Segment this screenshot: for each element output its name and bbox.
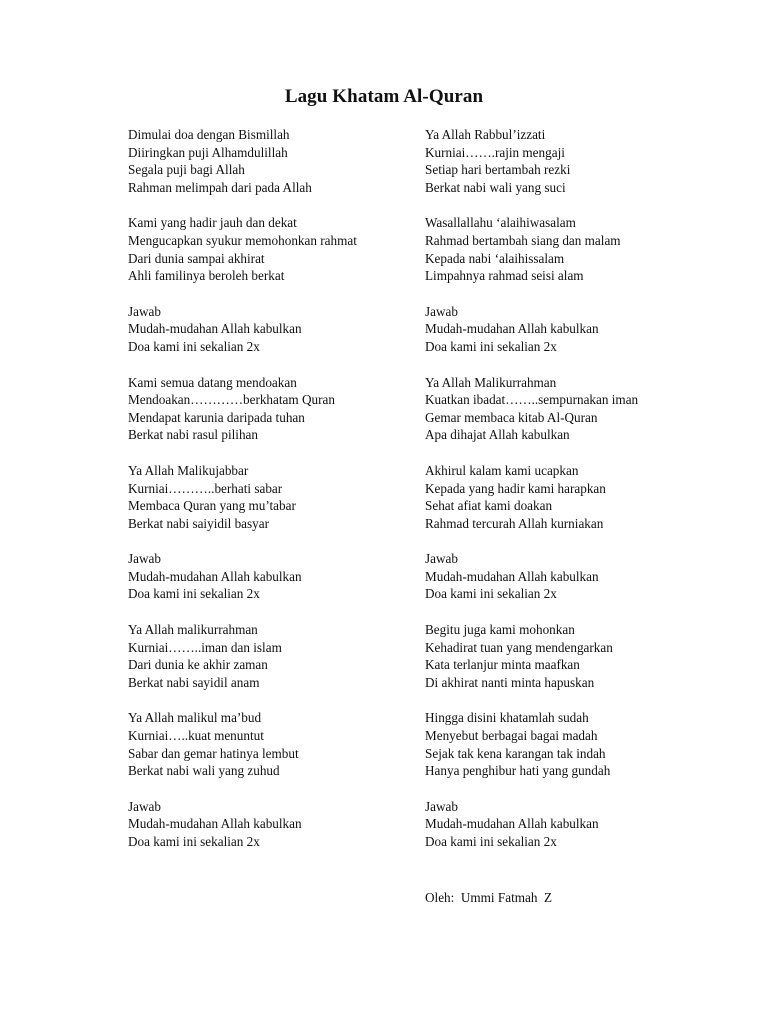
stanza bbox=[425, 126, 725, 196]
lyric-line: Berkat nabi sayidil anam bbox=[128, 674, 260, 690]
stanza bbox=[128, 798, 408, 851]
stanza bbox=[425, 798, 725, 851]
left-column bbox=[128, 126, 408, 869]
stanza bbox=[128, 709, 408, 779]
stanza bbox=[128, 214, 408, 284]
lyric-line: Begitu juga kami mohonkan bbox=[425, 622, 575, 638]
lyric-line: Sejak tak kena karangan tak indah bbox=[425, 745, 606, 761]
stanza bbox=[128, 621, 408, 691]
lyric-line: Ahli familinya beroleh berkat bbox=[128, 268, 285, 284]
lyric-line: Rahman melimpah dari pada Allah bbox=[128, 179, 312, 195]
stanza bbox=[128, 462, 408, 532]
document-title: Lagu Khatam Al-Quran bbox=[284, 86, 484, 107]
lyric-line: Di akhirat nanti minta hapuskan bbox=[425, 674, 595, 690]
lyric-line: Doa kami ini sekalian 2x bbox=[128, 586, 260, 602]
lyric-line: Mendoakan…………berkhatam Quran bbox=[128, 392, 335, 408]
lyric-line: Ya Allah Malikurrahman bbox=[425, 374, 557, 390]
lyric-line: Kehadirat tuan yang mendengarkan bbox=[425, 639, 613, 655]
lyric-line: Berkat nabi wali yang zuhud bbox=[128, 763, 280, 779]
lyric-line: Setiap hari bertambah rezki bbox=[425, 162, 571, 178]
lyric-line: Mendapat karunia daripada tuhan bbox=[128, 409, 305, 425]
lyric-line: Kami yang hadir jauh dan dekat bbox=[128, 215, 297, 231]
stanza bbox=[425, 214, 725, 284]
lyric-line: Kurniai……..iman dan islam bbox=[128, 639, 282, 655]
lyric-line: Berkat nabi wali yang suci bbox=[425, 179, 566, 195]
lyric-line: Jawab bbox=[425, 303, 458, 319]
lyric-line: Berkat nabi rasul pilihan bbox=[128, 427, 259, 443]
lyric-line: Mudah-mudahan Allah kabulkan bbox=[425, 321, 599, 337]
lyric-line: Kata terlanjur minta maafkan bbox=[425, 657, 580, 673]
lyric-line: Rahmad bertambah siang dan malam bbox=[425, 232, 621, 248]
lyric-line: Doa kami ini sekalian 2x bbox=[128, 338, 260, 354]
lyric-line: Ya Allah malikurrahman bbox=[128, 622, 258, 638]
stanza bbox=[425, 303, 725, 356]
stanza bbox=[128, 126, 408, 196]
lyric-line: Dari dunia ke akhir zaman bbox=[128, 657, 268, 673]
lyric-line: Sehat afiat kami doakan bbox=[425, 498, 553, 514]
lyric-line: Berkat nabi saiyidil basyar bbox=[128, 515, 269, 531]
lyric-line: Kepada yang hadir kami harapkan bbox=[425, 480, 606, 496]
lyric-line: Ya Allah malikul ma’bud bbox=[128, 710, 262, 726]
lyric-line: Kurniai…..kuat menuntut bbox=[128, 728, 264, 744]
lyric-line: Dari dunia sampai akhirat bbox=[128, 250, 265, 266]
lyric-line: Mengucapkan syukur memohonkan rahmat bbox=[128, 232, 357, 248]
lyric-line: Kuatkan ibadat……..sempurnakan iman bbox=[425, 392, 639, 408]
lyric-line: Limpahnya rahmad seisi alam bbox=[425, 268, 584, 284]
lyric-line: Ya Allah Rabbul’izzati bbox=[425, 127, 546, 142]
lyric-line: Mudah-mudahan Allah kabulkan bbox=[425, 568, 599, 584]
lyric-line: Hanya penghibur hati yang gundah bbox=[425, 763, 611, 779]
lyric-line: Mudah-mudahan Allah kabulkan bbox=[128, 321, 302, 337]
lyric-line: Mudah-mudahan Allah kabulkan bbox=[128, 568, 302, 584]
stanza bbox=[425, 550, 725, 603]
stanza bbox=[128, 303, 408, 356]
lyric-line: Jawab bbox=[128, 798, 161, 814]
author-credit: Oleh: Ummi Fatmah Z bbox=[425, 890, 553, 905]
lyric-line: Jawab bbox=[128, 303, 161, 319]
lyric-line: Kurniai………..berhati sabar bbox=[128, 480, 283, 496]
stanza bbox=[425, 709, 725, 779]
stanza bbox=[425, 462, 725, 532]
lyric-line: Doa kami ini sekalian 2x bbox=[425, 338, 557, 354]
lyric-line: Jawab bbox=[425, 551, 458, 567]
lyric-line: Jawab bbox=[425, 798, 458, 814]
lyric-line: Mudah-mudahan Allah kabulkan bbox=[425, 816, 599, 832]
lyric-line: Ya Allah Malikujabbar bbox=[128, 462, 249, 478]
stanza bbox=[128, 550, 408, 603]
lyric-line: Akhirul kalam kami ucapkan bbox=[425, 462, 579, 478]
lyric-line: Dimulai doa dengan Bismillah bbox=[128, 127, 290, 142]
lyric-line: Apa dihajat Allah kabulkan bbox=[425, 427, 570, 443]
lyric-line: Kami semua datang mendoakan bbox=[128, 374, 297, 390]
lyric-line: Wasallallahu ‘alaihiwasalam bbox=[425, 215, 576, 231]
lyric-line: Doa kami ini sekalian 2x bbox=[128, 834, 260, 849]
stanza bbox=[128, 374, 408, 444]
lyric-line: Jawab bbox=[128, 551, 161, 567]
lyric-line: Mudah-mudahan Allah kabulkan bbox=[128, 816, 302, 832]
lyric-line: Diiringkan puji Alhamdulillah bbox=[128, 144, 288, 160]
lyric-line: Doa kami ini sekalian 2x bbox=[425, 586, 557, 602]
lyric-line: Kepada nabi ‘alaihissalam bbox=[425, 250, 565, 266]
lyric-line: Rahmad tercurah Allah kurniakan bbox=[425, 515, 604, 531]
lyric-line: Hingga disini khatamlah sudah bbox=[425, 710, 589, 726]
lyric-line: Membaca Quran yang mu’tabar bbox=[128, 498, 296, 514]
lyric-line: Sabar dan gemar hatinya lembut bbox=[128, 745, 299, 761]
lyric-line: Gemar membaca kitab Al-Quran bbox=[425, 409, 598, 425]
lyric-line: Menyebut berbagai bagai madah bbox=[425, 728, 598, 744]
stanza bbox=[425, 374, 725, 444]
stanza bbox=[425, 621, 725, 691]
lyric-line: Kurniai…….rajin mengaji bbox=[425, 144, 565, 160]
right-column bbox=[425, 126, 725, 869]
lyric-line: Doa kami ini sekalian 2x bbox=[425, 834, 557, 849]
lyric-line: Segala puji bagi Allah bbox=[128, 162, 245, 178]
